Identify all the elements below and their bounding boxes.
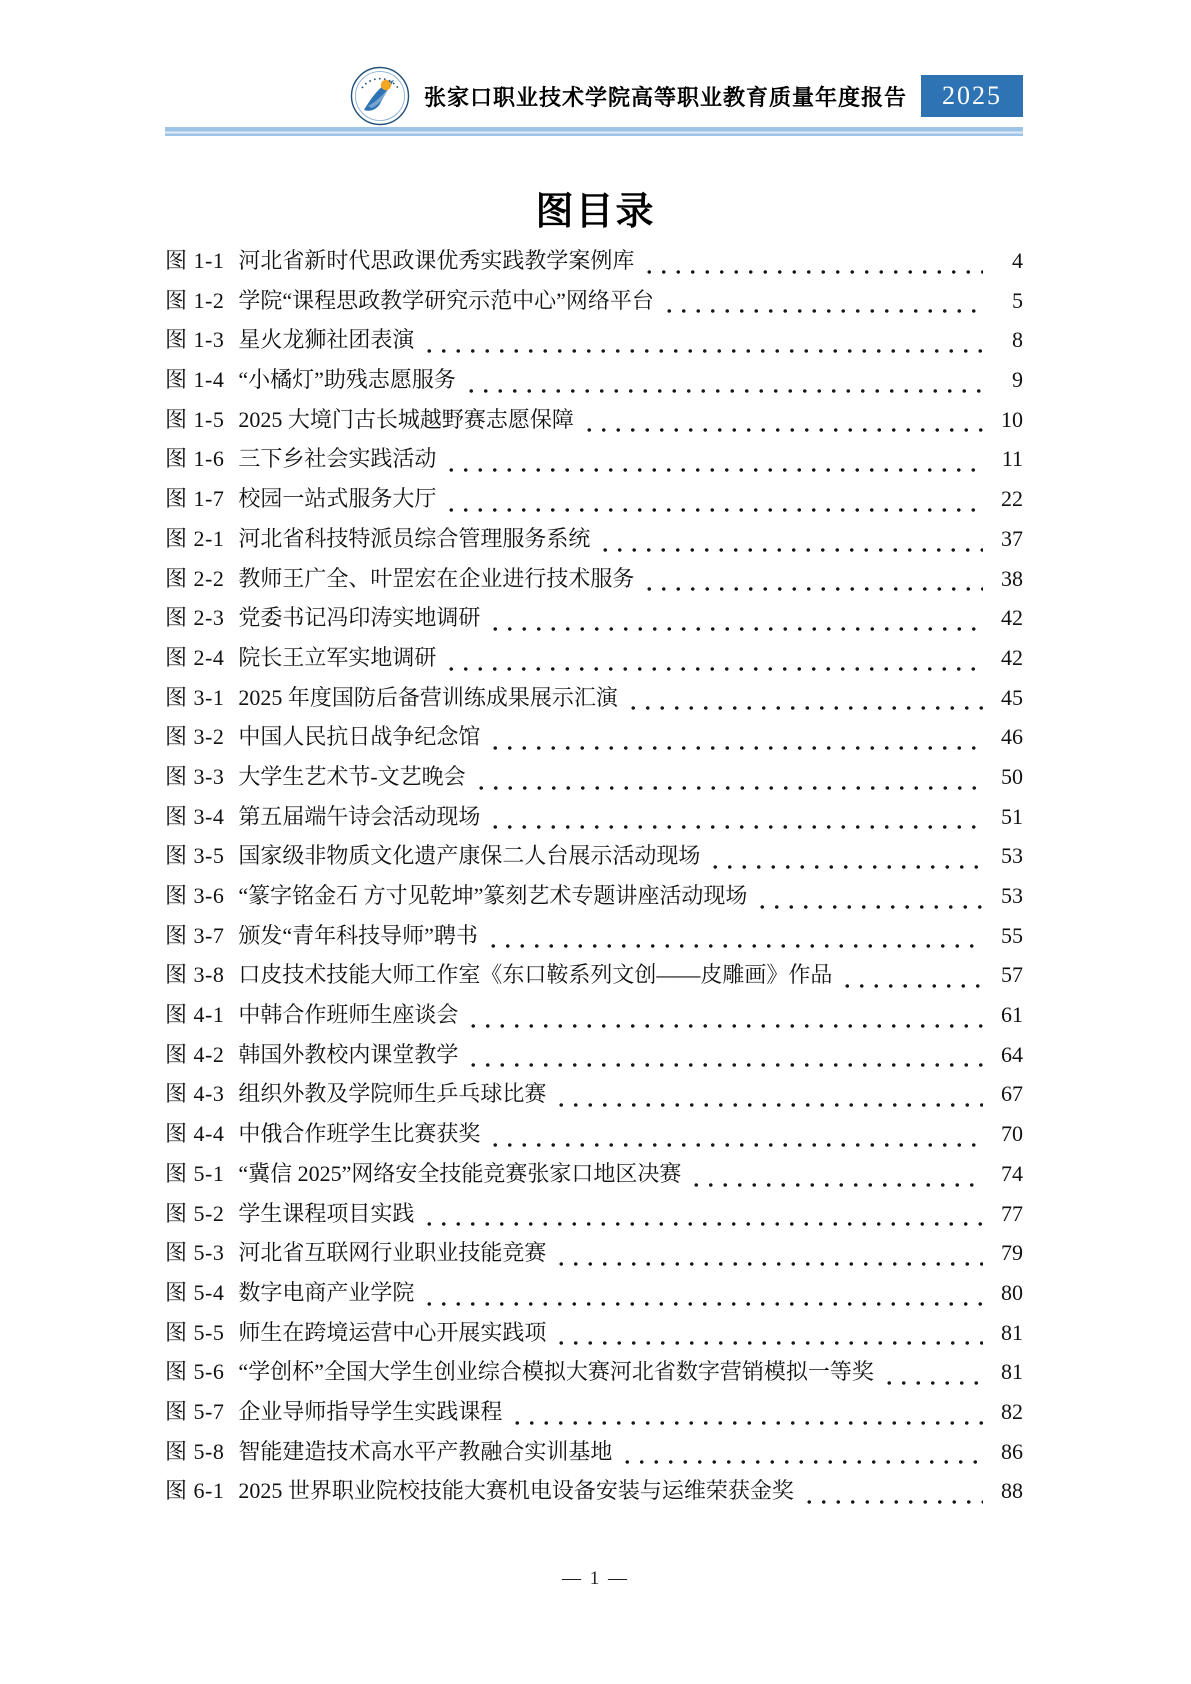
toc-entry[interactable] [165,1474,1023,1514]
page-number: 57 [1001,962,1023,988]
figure-title: 颁发“青年科技导师”聘书 [238,922,478,948]
figure-label: 图 4-3 [165,1081,225,1107]
figure-label: 图 5-4 [165,1279,225,1305]
figure-label: 图 1-1 [165,248,225,273]
toc-entry[interactable] [165,919,1023,959]
page-number: 61 [1001,1002,1023,1028]
dot-leader-icon [642,585,983,593]
figure-title: 师生在跨境运营中心开展实践项 [238,1319,547,1345]
toc-entry[interactable] [165,1236,1023,1276]
dot-leader-icon [486,942,983,950]
dot-leader-icon [422,347,983,355]
page-number: 82 [1001,1398,1023,1424]
figure-label: 图 3-5 [165,843,225,869]
toc-entry[interactable] [165,1038,1023,1078]
dot-leader-icon [626,704,983,712]
page-number: 8 [1012,327,1023,353]
dot-leader-icon [598,546,983,554]
page-number: 11 [1001,446,1023,472]
figure-title: “学创杯”全国大学生创业综合模拟大赛河北省数字营销模拟一等奖 [238,1359,874,1385]
toc-entry[interactable] [165,601,1023,641]
toc-entry[interactable] [165,1316,1023,1356]
toc-entry[interactable] [165,998,1023,1038]
page-number: 38 [1001,565,1023,591]
figure-label: 图 6-1 [165,1478,225,1504]
figure-title: 韩国外教校内课堂教学 [238,1041,459,1067]
figure-title: 星火龙狮社团表演 [238,327,415,353]
toc-entry[interactable] [165,522,1023,562]
toc-entry[interactable] [165,839,1023,879]
dot-leader-icon [642,268,983,276]
toc-entry[interactable] [165,1077,1023,1117]
figure-title: “冀信 2025”网络安全技能竞赛张家口地区决赛 [238,1160,682,1186]
toc-entry[interactable] [165,482,1023,522]
toc-entry[interactable] [165,800,1023,840]
footer-page-number: — 1 — [562,1568,629,1589]
toc-entry[interactable] [165,1276,1023,1316]
figure-title: 第五届端午诗会活动现场 [238,803,481,829]
figure-label: 图 5-1 [165,1160,225,1186]
page-number: 37 [1001,525,1023,551]
toc-entry[interactable] [165,641,1023,681]
dot-leader-icon [444,466,983,474]
dot-leader-icon [662,307,983,315]
report-title: 张家口职业技术学院高等职业教育质量年度报告 [423,84,907,110]
page-number: 9 [1012,367,1023,393]
figure-label: 图 3-6 [165,883,225,908]
figure-title: 党委书记冯印涛实地调研 [238,605,481,631]
toc-entry[interactable] [165,442,1023,482]
figure-title: 数字电商产业学院 [238,1279,415,1305]
figure-label: 图 1-3 [165,327,225,353]
toc-entry[interactable] [165,562,1023,602]
figure-label: 图 3-4 [165,803,225,829]
page-number: 51 [1001,803,1023,829]
dot-leader-icon [554,1101,983,1109]
figure-label: 图 4-4 [165,1121,225,1147]
figure-label: 图 5-2 [165,1200,225,1226]
page-title: 图目录 [535,191,656,233]
dot-leader-icon [488,823,983,831]
dot-leader-icon [882,1379,983,1387]
dot-leader-icon [422,1300,983,1308]
page-number: 64 [1001,1041,1023,1067]
figure-title: 学生课程项目实践 [238,1200,415,1226]
figure-title: 河北省科技特派员综合管理服务系统 [238,525,591,551]
figure-title: 院长王立军实地调研 [238,644,437,670]
page-number: 74 [1001,1160,1023,1186]
college-logo-icon [350,66,410,126]
page-number: 80 [1001,1279,1023,1305]
dot-leader-icon [444,665,983,673]
toc-entry[interactable] [165,720,1023,760]
figure-title: 组织外教及学院师生乒乓球比赛 [238,1081,547,1107]
dot-leader-icon [689,1181,983,1189]
dot-leader-icon [802,1498,983,1506]
page-header [165,64,1023,136]
page-number: 46 [1001,724,1023,750]
figure-label: 图 3-2 [165,724,225,750]
figure-label: 图 2-4 [165,644,225,670]
header-rule [165,127,1023,136]
page-number: 77 [1001,1200,1023,1226]
toc-entry[interactable] [165,1157,1023,1197]
dot-leader-icon [464,387,983,395]
toc-entry[interactable] [165,363,1023,403]
figure-label: 图 3-7 [165,922,225,948]
page-number: 70 [1001,1121,1023,1147]
dot-leader-icon [488,1141,983,1149]
toc-entry[interactable] [165,681,1023,721]
figure-title: 国家级非物质文化遗产康保二人台展示活动现场 [238,843,701,869]
figure-title: 教师王广全、叶罡宏在企业进行技术服务 [238,565,635,591]
toc-entry[interactable] [165,760,1023,800]
dot-leader-icon [466,1022,983,1030]
figure-label: 图 5-5 [165,1319,225,1345]
toc-entry[interactable] [165,284,1023,324]
figure-title: 2025 年度国防后备营训练成果展示汇演 [238,684,618,710]
dot-leader-icon [708,863,983,871]
figure-title: 大学生艺术节-文艺晚会 [238,763,466,789]
page-number: 88 [1001,1478,1023,1504]
dot-leader-icon [554,1339,983,1347]
toc-entry[interactable] [165,323,1023,363]
page-number: 79 [1001,1240,1023,1266]
page-number: 81 [1001,1359,1023,1385]
figure-title: 口皮技术技能大师工作室《东口鞍系列文创——皮雕画》作品 [238,962,833,988]
figure-label: 图 5-6 [165,1359,225,1385]
figure-title: 河北省互联网行业职业技能竞赛 [238,1240,547,1266]
figure-title: 企业导师指导学生实践课程 [238,1398,503,1424]
figure-label: 图 5-3 [165,1240,225,1266]
page-number: 22 [1001,486,1023,512]
toc-entry[interactable] [165,1435,1023,1475]
dot-leader-icon [488,744,983,752]
figure-label: 图 1-4 [165,367,225,393]
figure-label: 图 3-1 [165,684,225,710]
figure-label: 图 2-1 [165,525,225,551]
page-number: 53 [1001,843,1023,869]
dot-leader-icon [466,1061,983,1069]
toc-entry[interactable] [165,244,1023,284]
dot-leader-icon [510,1419,983,1427]
figure-label: 图 4-1 [165,1002,225,1028]
dot-leader-icon [554,1260,983,1268]
figure-label: 图 3-3 [165,763,225,789]
page-number: 55 [1001,922,1023,948]
page-number: 4 [1012,248,1023,273]
page-number: 42 [1001,605,1023,631]
page-number: 86 [1001,1438,1023,1464]
figure-toc [165,244,1023,1514]
toc-entry[interactable] [165,403,1023,443]
figure-label: 图 4-2 [165,1041,225,1067]
dot-leader-icon [474,784,983,792]
page-number: 10 [1001,406,1023,432]
figure-title: 校园一站式服务大厅 [238,486,437,512]
figure-label: 图 2-3 [165,605,225,631]
dot-leader-icon [620,1458,983,1466]
page-number: 42 [1001,644,1023,670]
figure-title: 中俄合作班学生比赛获奖 [238,1121,481,1147]
dot-leader-icon [422,1220,983,1228]
page-number: 53 [1001,883,1023,908]
page-number: 67 [1001,1081,1023,1107]
year-badge: 2025 [921,75,1023,117]
figure-label: 图 1-5 [165,406,225,432]
figure-title: 中国人民抗日战争纪念馆 [238,724,481,750]
page-number: 50 [1001,763,1023,789]
figure-label: 图 3-8 [165,962,225,988]
dot-leader-icon [755,903,983,911]
toc-entry[interactable] [165,879,1023,919]
figure-title: 智能建造技术高水平产教融合实训基地 [238,1438,613,1464]
page-number: 5 [1012,287,1023,313]
dot-leader-icon [840,982,983,990]
figure-label: 图 5-7 [165,1398,225,1424]
page-number: 81 [1001,1319,1023,1345]
dot-leader-icon [444,506,983,514]
figure-label: 图 2-2 [165,565,225,591]
toc-entry[interactable] [165,1117,1023,1157]
toc-entry[interactable] [165,1395,1023,1435]
figure-title: “篆字铭金石 方寸见乾坤”篆刻艺术专题讲座活动现场 [238,883,748,908]
page-number: 45 [1001,684,1023,710]
dot-leader-icon [582,426,983,434]
figure-label: 图 1-7 [165,486,225,512]
toc-entry[interactable] [165,1197,1023,1237]
figure-title: 中韩合作班师生座谈会 [238,1002,459,1028]
toc-entry[interactable] [165,958,1023,998]
figure-title: 三下乡社会实践活动 [238,446,437,472]
figure-title: 学院“课程思政教学研究示范中心”网络平台 [238,287,654,313]
figure-label: 图 5-8 [165,1438,225,1464]
toc-entry[interactable] [165,1355,1023,1395]
figure-title: “小橘灯”助残志愿服务 [238,367,456,393]
figure-label: 图 1-6 [165,446,225,472]
dot-leader-icon [488,625,983,633]
figure-title: 2025 世界职业院校技能大赛机电设备安装与运维荣获金奖 [238,1478,794,1504]
figure-title: 河北省新时代思政课优秀实践教学案例库 [238,248,635,273]
figure-label: 图 1-2 [165,287,225,313]
figure-title: 2025 大境门古长城越野赛志愿保障 [238,406,574,432]
